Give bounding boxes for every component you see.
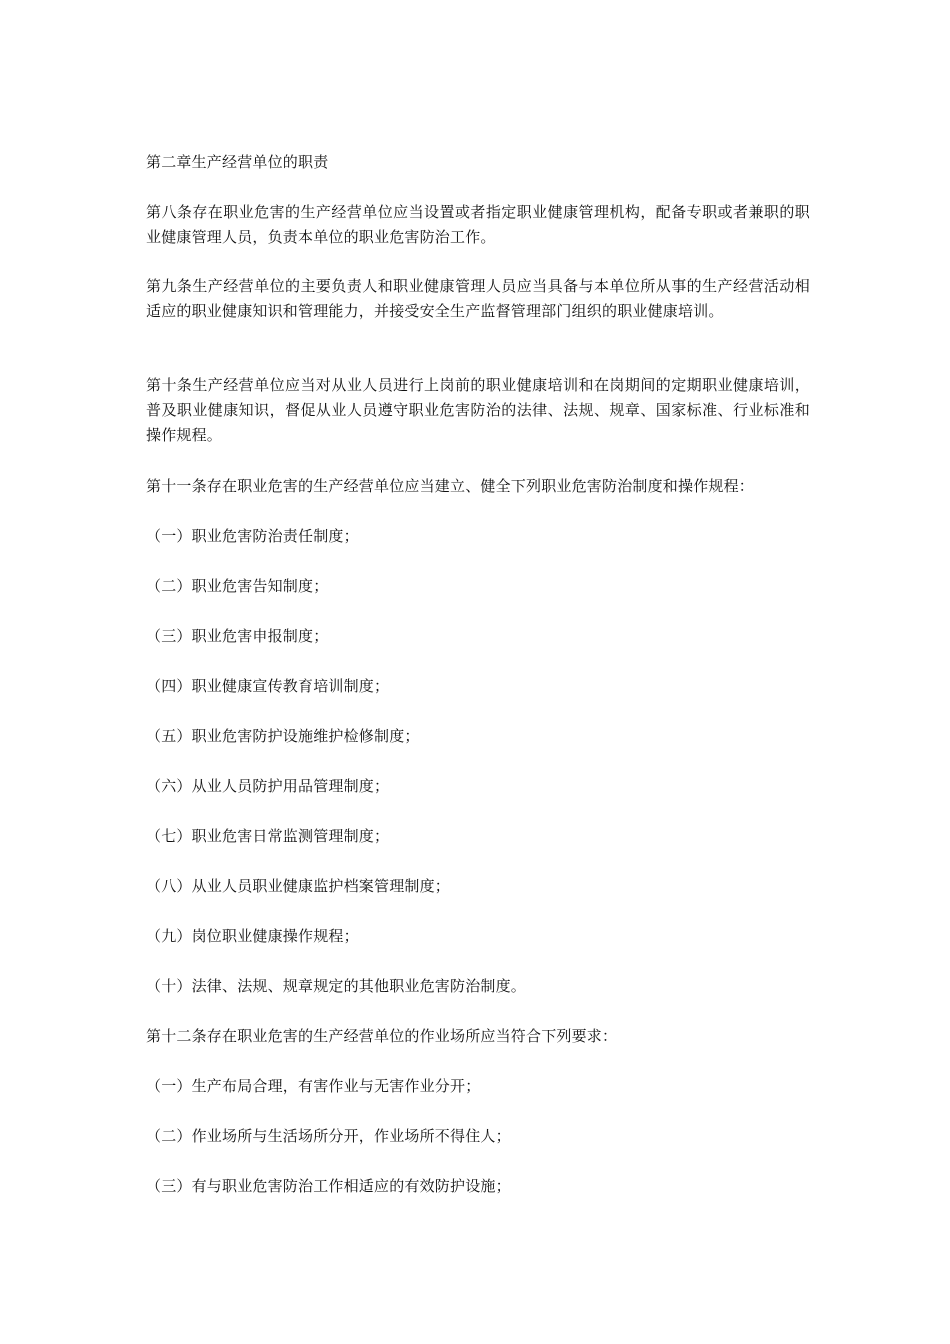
- article-9: 第九条生产经营单位的主要负责人和职业健康管理人员应当具备与本单位所从事的生产经营活动相适应的职业健康知识和管理能力，并接受安全生产监督管理部门组织的职业健康培训。: [146, 277, 810, 320]
- article-11: 第十一条存在职业危害的生产经营单位应当建立、健全下列职业危害防治制度和操作规程：: [146, 477, 755, 495]
- article-12-item: （三）有与职业危害防治工作相适应的有效防护设施；: [146, 1177, 511, 1195]
- article-11-item: （八）从业人员职业健康监护档案管理制度；: [146, 877, 451, 895]
- article-11-item: （五）职业危害防护设施维护检修制度；: [146, 727, 420, 745]
- article-11-item: （四）职业健康宣传教育培训制度；: [146, 677, 390, 695]
- article-12: 第十二条存在职业危害的生产经营单位的作业场所应当符合下列要求：: [146, 1027, 618, 1045]
- article-11-item: （一）职业危害防治责任制度；: [146, 527, 359, 545]
- article-11-item: （六）从业人员防护用品管理制度；: [146, 777, 390, 795]
- chapter-heading: 第二章生产经营单位的职责: [146, 153, 329, 171]
- article-11-item: （十）法律、法规、规章规定的其他职业危害防治制度。: [146, 977, 527, 995]
- article-11-item: （七）职业危害日常监测管理制度；: [146, 827, 390, 845]
- article-12-item: （一）生产布局合理，有害作业与无害作业分开；: [146, 1077, 481, 1095]
- article-10: 第十条生产经营单位应当对从业人员进行上岗前的职业健康培训和在岗期间的定期职业健康培训，普及职业健康知识，督促从业人员遵守职业危害防治的法律、法规、规章、国家标准、行业标准和操作规程。: [146, 376, 810, 444]
- article-12-item: （二）作业场所与生活场所分开，作业场所不得住人；: [146, 1127, 511, 1145]
- article-11-item: （九）岗位职业健康操作规程；: [146, 927, 359, 945]
- article-11-item: （二）职业危害告知制度；: [146, 577, 329, 595]
- article-11-item: （三）职业危害申报制度；: [146, 627, 329, 645]
- article-8: 第八条存在职业危害的生产经营单位应当设置或者指定职业健康管理机构，配备专职或者兼职的职业健康管理人员，负责本单位的职业危害防治工作。: [146, 203, 810, 246]
